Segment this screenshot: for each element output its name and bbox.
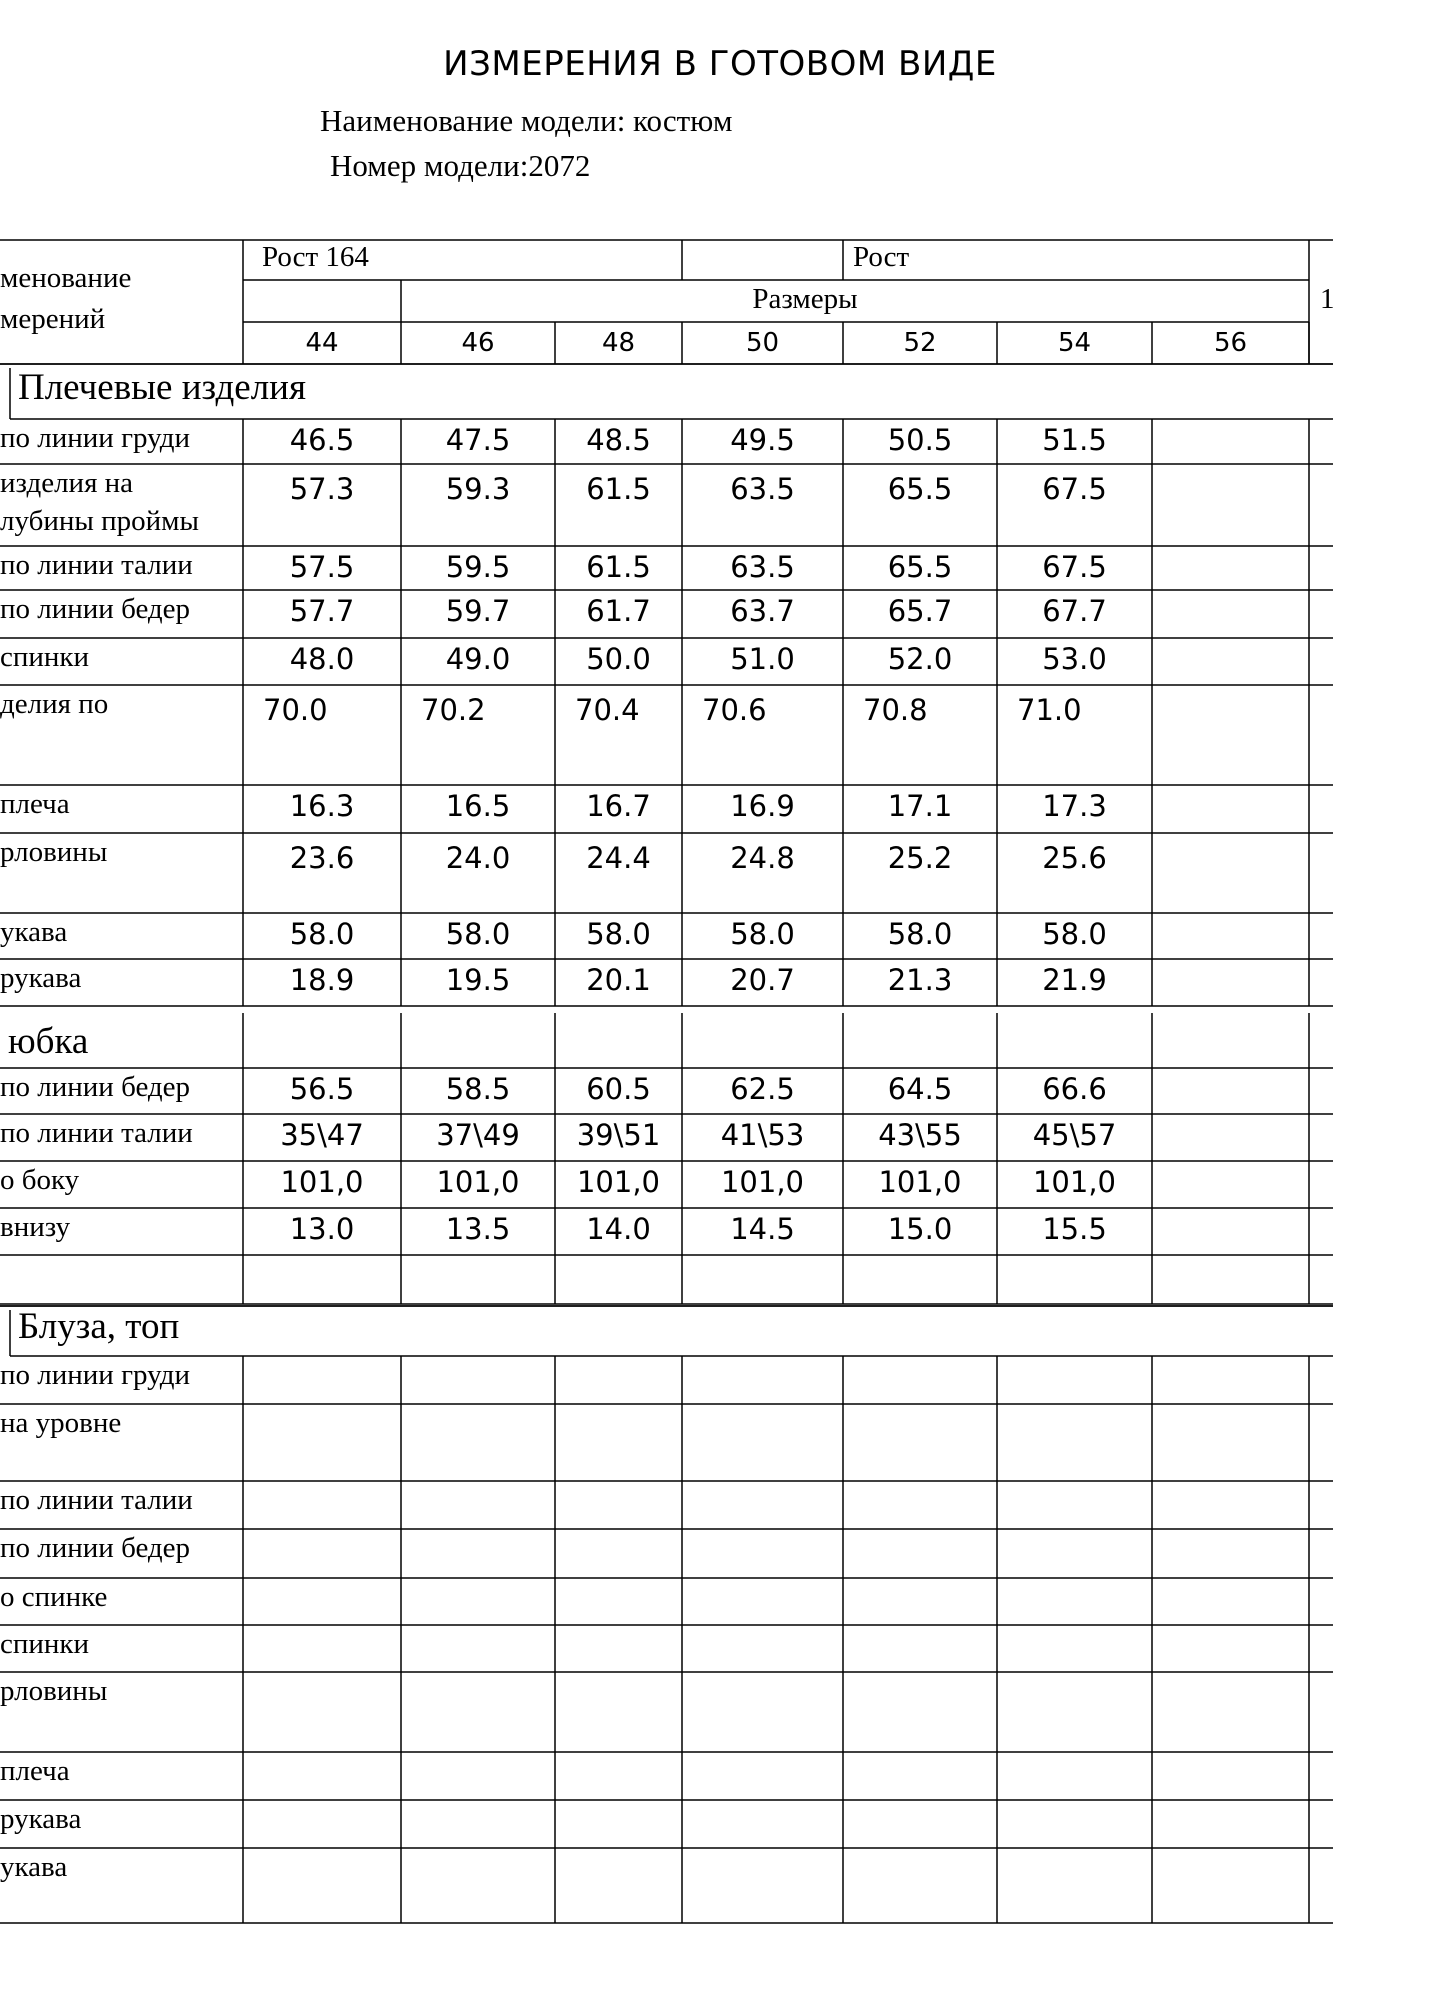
size-header: 50 [745, 328, 780, 358]
measurement-value: 50.0 [586, 642, 651, 676]
measurement-label: по линии груди [0, 1359, 191, 1391]
measurement-label: о боку [0, 1164, 80, 1196]
measurement-value: 24.4 [586, 841, 651, 875]
measurement-value: 62.5 [730, 1072, 795, 1106]
measurement-value: 15.0 [887, 1212, 953, 1246]
measurement-value: 101,0 [720, 1165, 805, 1199]
measurement-value: 41\53 [720, 1118, 805, 1152]
measurement-value: 70.8 [863, 693, 928, 727]
height-label-2: Рост [853, 241, 910, 273]
measurement-value: 16.3 [289, 789, 355, 823]
section-title: Блуза, топ [18, 1306, 180, 1347]
measurement-value: 63.5 [730, 472, 795, 506]
measurement-value: 24.0 [445, 841, 511, 875]
measurement-value: 20.1 [586, 963, 651, 997]
measurement-label: рукава [0, 962, 82, 994]
measurement-value: 57.5 [289, 550, 355, 584]
measurement-value: 35\47 [280, 1118, 364, 1152]
measurement-value: 18.9 [289, 963, 355, 997]
measurement-value: 49.0 [445, 642, 511, 676]
measurement-value: 60.5 [586, 1072, 651, 1106]
measurement-value: 63.5 [730, 550, 795, 584]
measurement-value: 25.2 [887, 841, 953, 875]
measurement-label: внизу [0, 1211, 71, 1243]
measurement-value: 101,0 [436, 1165, 520, 1199]
measurement-value: 70.6 [702, 693, 767, 727]
measurement-label: лубины проймы [0, 505, 199, 537]
measurement-value: 50.5 [887, 423, 953, 457]
size-header: 52 [903, 328, 937, 358]
measurement-label: спинки [0, 1628, 90, 1660]
measurement-label: по линии бедер [0, 593, 191, 625]
measurement-value: 67.7 [1042, 594, 1107, 628]
measurement-label: на уровне [0, 1407, 122, 1439]
measurement-label: рукава [0, 1803, 82, 1835]
measurement-value: 65.5 [887, 472, 953, 506]
measurement-label: изделия на [0, 467, 134, 499]
measurement-value: 48.0 [289, 642, 355, 676]
measurement-value: 61.5 [586, 550, 651, 584]
measurement-value: 14.5 [730, 1212, 795, 1246]
measurement-label: по линии талии [0, 1117, 193, 1149]
measurement-value: 59.5 [445, 550, 511, 584]
measurement-value: 71.0 [1017, 693, 1082, 727]
measurement-value: 66.6 [1042, 1072, 1107, 1106]
measurement-value: 67.5 [1042, 550, 1107, 584]
measurement-value: 46.5 [289, 423, 355, 457]
measurement-value: 21.3 [887, 963, 953, 997]
measurement-value: 19.5 [445, 963, 511, 997]
size-header: 56 [1213, 328, 1248, 358]
page-title: ИЗМЕРЕНИЯ В ГОТОВОМ ВИДЕ [443, 44, 997, 84]
measurement-value: 59.7 [445, 594, 511, 628]
measurement-value: 51.5 [1042, 423, 1107, 457]
measurement-value: 64.5 [887, 1072, 953, 1106]
measurement-value: 65.5 [887, 550, 953, 584]
size-header: 44 [305, 328, 339, 358]
measurement-label: делия по [0, 688, 109, 720]
measurement-value: 70.0 [263, 693, 328, 727]
measurement-label: спинки [0, 641, 90, 673]
measurement-value: 17.1 [887, 789, 953, 823]
measurement-label: по линии талии [0, 549, 193, 581]
measurement-label: рловины [0, 1675, 108, 1707]
measurement-value: 70.4 [575, 693, 640, 727]
measurement-value: 25.6 [1042, 841, 1107, 875]
edge-glyph: 1 [1320, 283, 1335, 315]
measurement-value: 101,0 [280, 1165, 364, 1199]
measurement-label: рловины [0, 836, 108, 868]
measurement-label: укава [0, 1851, 68, 1883]
measurement-value: 61.7 [586, 594, 651, 628]
measurement-label: по линии талии [0, 1484, 193, 1516]
measurement-value: 58.0 [1042, 917, 1107, 951]
measurement-value: 52.0 [887, 642, 953, 676]
measurement-value: 43\55 [878, 1118, 962, 1152]
name-header-line-2: мерений [0, 303, 106, 335]
measurement-value: 58.0 [887, 917, 953, 951]
measurement-value: 20.7 [730, 963, 795, 997]
measurement-value: 56.5 [289, 1072, 355, 1106]
measurement-value: 67.5 [1042, 472, 1107, 506]
measurement-label: по линии бедер [0, 1532, 191, 1564]
measurement-value: 37\49 [436, 1118, 520, 1152]
measurement-value: 58.0 [289, 917, 355, 951]
measurement-value: 101,0 [576, 1165, 661, 1199]
measurement-label: укава [0, 916, 68, 948]
measurement-value: 16.7 [586, 789, 651, 823]
measurement-value: 51.0 [730, 642, 795, 676]
name-header-line-1: менование [0, 262, 132, 294]
measurement-label: плеча [0, 1755, 70, 1787]
measurement-value: 13.0 [289, 1212, 355, 1246]
size-header: 54 [1057, 328, 1092, 358]
measurement-value: 57.7 [289, 594, 355, 628]
model-number: Номер модели:2072 [330, 148, 591, 183]
measurement-value: 14.0 [586, 1212, 651, 1246]
measurement-value: 101,0 [1032, 1165, 1117, 1199]
measurement-value: 21.9 [1042, 963, 1107, 997]
measurement-value: 101,0 [878, 1165, 962, 1199]
measurement-value: 65.7 [887, 594, 953, 628]
measurement-label: по линии бедер [0, 1071, 191, 1103]
measurement-value: 16.9 [730, 789, 795, 823]
measurement-value: 17.3 [1042, 789, 1107, 823]
measurement-value: 39\51 [576, 1118, 661, 1152]
measurement-label: о спинке [0, 1581, 108, 1613]
measurement-value: 23.6 [289, 841, 355, 875]
measurement-value: 15.5 [1042, 1212, 1107, 1246]
measurement-value: 58.0 [730, 917, 795, 951]
section-title: Плечевые изделия [18, 367, 306, 408]
size-header: 48 [601, 328, 636, 358]
measurement-value: 16.5 [445, 789, 511, 823]
height-label-164: Рост 164 [262, 241, 369, 273]
model-name: Наименование модели: костюм [320, 103, 733, 138]
measurement-value: 58.5 [445, 1072, 511, 1106]
measurement-value: 61.5 [586, 472, 651, 506]
sizes-label: Размеры [752, 283, 858, 315]
measurement-value: 24.8 [730, 841, 795, 875]
measurement-value: 49.5 [730, 423, 795, 457]
measurement-value: 13.5 [445, 1212, 511, 1246]
measurement-label: плеча [0, 788, 70, 820]
measurement-value: 45\57 [1032, 1118, 1117, 1152]
measurement-value: 58.0 [445, 917, 511, 951]
measurement-value: 48.5 [586, 423, 651, 457]
measurement-value: 57.3 [289, 472, 355, 506]
measurement-value: 70.2 [421, 693, 486, 727]
section-title: юбка [8, 1021, 89, 1062]
measurement-value: 53.0 [1042, 642, 1107, 676]
size-header: 46 [461, 328, 495, 358]
measurement-value: 59.3 [445, 472, 511, 506]
measurement-label: по линии груди [0, 422, 191, 454]
measurement-value: 63.7 [730, 594, 795, 628]
measurement-value: 47.5 [445, 423, 511, 457]
measurement-value: 58.0 [586, 917, 651, 951]
